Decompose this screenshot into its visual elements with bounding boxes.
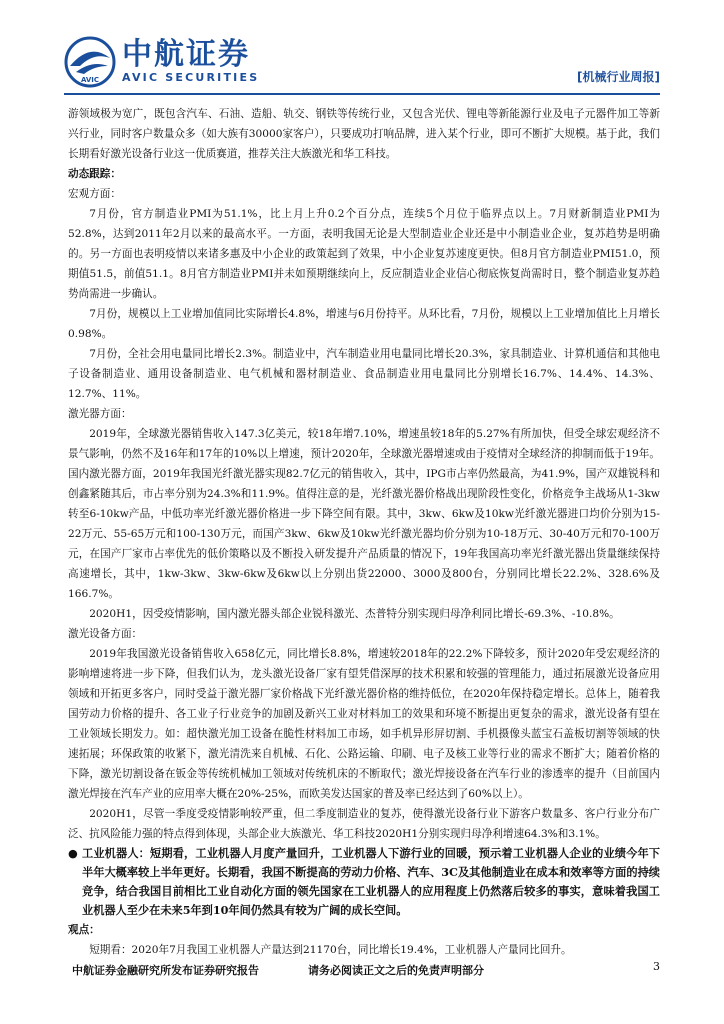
paragraph-laser-equipment: 2019年我国激光设备销售收入658亿元，同比增长8.8%，增速较2018年的22.2%下降较多，预计2020年受宏观经济的影响增速将进一步下降，但我们认为，龙头激光设备厂家有望凭借深厚的技术积累和较强的管理能力，通过拓展激光设备应用领域和开拓更多客户，同时受益于激光器厂家价格战下光纤激光器价格的维持低位，在2020年保持稳定增长。总体上，随着我国劳动力价格的提升、各工业子行业竞争的加剧及新兴工业对材料加工的效果和环境不断提出更复杂的需求，激光设备有望在工业领域长期发力。如：超快激光加工设备在脆性材料加工市场，如手机异形屏切割、手机摄像头蓝宝石盖板切割等领域的快速拓展；环保政策的收紧下，激光清洗来自机械、石化、公路运输、印刷、电子及核工业等行业的需求不断扩大；随着价格的下降，激光切割设备在钣金等传统机械加工领域对传统机床的不断取代；激光焊接设备在汽车行业的渗透率的提升（目前国内激光焊接在汽车产业的应用率大概在20%-25%，而欧美发达国家的普及率已经达到了60%以上）。 xyxy=(68,648,660,800)
bullet-text: 工业机器人：短期看，工业机器人月度产量回升，工业机器人下游行业的回暖，预示着工业机器人企业的业绩今年下半年大概率较上半年更好。长期看，我国不断提高的劳动力价格、汽车、3C及其他制造业在成本和效率等方面的持续竞争，结合我国目前相比工业自动化方面的领先国家在工业机器人的应用程度上仍然落后较多的事实，意味着我国工业机器人至少在未来5年到10年间仍然具有较为广阔的成长空间。 xyxy=(82,846,660,917)
header-divider xyxy=(64,93,660,95)
footer-publisher: 中航证券金融研究所发布证券研究报告 xyxy=(72,964,259,977)
subheading-laser-equipment: 激光设备方面： xyxy=(68,628,143,640)
logo-chinese-name: 中航证券 xyxy=(122,37,250,72)
paragraph-laser-h1: 2020H1，因受疫情影响，国内激光器头部企业锐科激光、杰普特分别实现归母净利同比增长-69.3%、-10.8%。 xyxy=(89,608,620,620)
emblem-text: AVIC xyxy=(80,76,100,84)
paragraph-laser-market: 2019年，全球激光器销售收入147.3亿美元，较18年增7.10%，增速虽较18年的5.27%有所加快，但受全球宏观经济不景气影响，仍然不及16年和17年的10%以上增速，预计2020年，全球激光器增速或由于疫情对全球经济的抑制而低于19年。国内激光器方面，2019年我国光纤激光器实现82.7亿元的销售收入，其中，IPG市占率仍然最高，为41.9%，国产双雄锐科和创鑫紧随其后，市占率分别为24.3%和11.9%。值得注意的是，光纤激光器价格战出现阶段性变化，价格竞争主战场从1-3kw转至6-10kw产品，中低功率光纤激光器价格进一步下降空间有限。其中，3kw、6kw及10kw光纤激光器进口均价分别为15-22万元、55-65万元和100-130万元，而国产3kw、6kw及10kw光纤激光器均价分别为10-18万元、30-40万元和70-100万元，在国产厂家市占率优先的低价策略以及不断投入研发提升产品质量的情况下，19年我国高功率光纤激光器出货量继续保持高速增长，其中，1kw-3kw、3kw-6kw及6kw以上分别出货22000、3000及800台，分别同比增长22.2%、328.6%及166.7%。 xyxy=(68,428,660,600)
paragraph-industrial-output: 7月份，规模以上工业增加值同比实际增长4.8%，增速与6月份持平。从环比看，7月份，规模以上工业增加值比上月增长0.98%。 xyxy=(68,308,660,340)
avic-emblem-icon xyxy=(64,36,116,88)
logo-english-name: AVIC SECURITIES xyxy=(122,71,260,84)
report-body xyxy=(68,104,660,960)
company-logo xyxy=(64,36,259,88)
bullet-industrial-robots xyxy=(68,844,660,920)
subheading-laser: 激光器方面： xyxy=(68,408,132,420)
paragraph-pmi: 7月份，官方制造业PMI为51.1%，比上月上升0.2个百分点，连续5个月位于临界点以上。7月财新制造业PMI为52.8%，达到2011年2月以来的最高水平。一方面，表明我国无论是大型制造业企业还是中小制造业企业，复苏趋势是明确的。另一方面也表明疫情以来诸多惠及中小企业的政策起到了效果，中小企业复苏速度更快。但8月官方制造业PMI51.0，预期值51.5，前值51.1。8月官方制造业PMI并未如预期继续向上，反应制造业企业信心彻底恢复尚需时日，整个制造业复苏趋势尚需进一步确认。 xyxy=(68,208,660,300)
page-header xyxy=(64,36,660,94)
intro-paragraph: 游领域极为宽广，既包含汽车、石油、造船、轨交、钢铁等传统行业，又包含光伏、锂电等新能源行业及电子元器件加工等新兴行业，同时客户数量众多（如大族有30000家客户），只要成功打响品牌，进入某个行业，即可不断扩大规模。基于此，我们长期看好激光设备行业这一优质赛道，推荐关注大族激光和华工科技。 xyxy=(68,108,660,160)
subheading-macro: 宏观方面： xyxy=(68,188,121,200)
bullet-icon: ● xyxy=(68,846,78,860)
paragraph-short-term: 短期看：2020年7月我国工业机器人产量达到21170台，同比增长19.4%，工业机器人产量同比回升。 xyxy=(89,944,572,956)
paragraph-electricity: 7月份，全社会用电量同比增长2.3%。制造业中，汽车制造业用电量同比增长20.3%，家具制造业、计算机通信和其他电子设备制造业、通用设备制造业、电气机械和器材制造业、食品制造业用电量同比分别增长16.7%、14.4%、14.3%、12.7%、11%。 xyxy=(68,348,660,400)
paragraph-laser-equipment-h1: 2020H1，尽管一季度受疫情影响较严重，但二季度制造业的复苏，使得激光设备行业下游客户数量多、客户行业分布广泛、抗风险能力强的特点得到体现，头部企业大族激光、华工科技2020H1分别实现归母净利增速64.3%和3.1%。 xyxy=(68,808,660,840)
page-number: 3 xyxy=(653,960,660,973)
section-heading-dynamics: 动态跟踪： xyxy=(68,168,121,180)
report-type-label: [机械行业周报] xyxy=(577,70,660,84)
section-heading-views: 观点： xyxy=(68,924,100,936)
footer-disclaimer: 请务必阅读正文之后的免责声明部分 xyxy=(308,964,484,977)
